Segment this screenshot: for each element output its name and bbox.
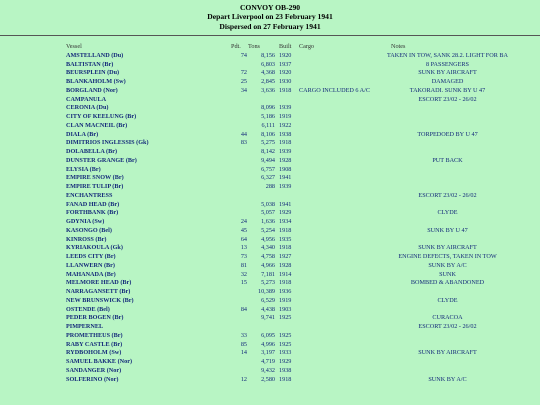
cell-notes: CLYDE [437, 296, 458, 304]
cell-vessel: BEURSPLEIN (Du) [66, 69, 120, 77]
cell-tons: 9,432 [261, 366, 275, 374]
cell-built: 1919 [279, 296, 292, 304]
table-row [0, 367, 525, 376]
table-row [0, 209, 525, 218]
table-body [0, 52, 525, 385]
cell-vessel: DUNSTER GRANGE (Br) [66, 156, 137, 164]
table-row [0, 253, 525, 262]
cell-cargo [299, 201, 370, 210]
cell-pdt: 34 [240, 86, 247, 94]
cell-tons: 5,254 [261, 226, 275, 234]
cell-tons [247, 192, 275, 201]
cell-tons: 3,197 [261, 349, 275, 357]
cell-cargo [299, 122, 370, 131]
cell-tons: 5,057 [261, 209, 275, 217]
cell-cargo [299, 61, 370, 70]
departure-line: Depart Liverpool on 23 February 1941 [207, 12, 333, 22]
cell-pdt: 13 [240, 244, 247, 252]
cell-notes: PUT BACK [432, 156, 463, 164]
table-row [0, 69, 525, 78]
cell-notes [370, 201, 525, 210]
cell-notes: SUNK [439, 270, 456, 278]
cell-cargo [299, 192, 370, 201]
cell-built: 1919 [279, 113, 292, 120]
cell-pdt: 74 [240, 51, 247, 59]
cell-built: 1930 [279, 78, 292, 85]
dispersal-line: Dispersed on 27 February 1941 [219, 21, 321, 31]
cell-vessel: KINROSS (Br) [66, 235, 107, 243]
cell-notes [370, 236, 525, 245]
cell-vessel: GDYNIA (Sw) [66, 218, 105, 225]
table-row [0, 288, 525, 297]
cell-pdt: 14 [240, 349, 247, 357]
cell-notes [370, 122, 525, 131]
cell-pdt: 45 [240, 226, 247, 234]
table-row [0, 166, 525, 175]
cell-cargo [299, 358, 370, 367]
cell-vessel: BORGLAND (Nor) [66, 86, 118, 94]
cell-notes [370, 341, 525, 350]
cell-built: 1929 [279, 209, 292, 217]
cell-pdt [231, 174, 247, 183]
cell-notes [370, 367, 525, 376]
cell-built: 1939 [279, 148, 292, 155]
cell-tons: 8,142 [261, 148, 275, 155]
cell-notes: 8 PASSENGERS [426, 60, 469, 68]
cell-notes [370, 166, 525, 175]
cell-tons: 8,106 [261, 130, 275, 138]
cell-tons: 2,580 [261, 375, 275, 383]
cell-tons [247, 96, 275, 105]
cell-vessel: ENCHANTRESS [66, 191, 113, 199]
cell-cargo [299, 288, 370, 297]
cell-vessel: RYDBOHOLM (Sw) [66, 349, 122, 357]
cell-notes [370, 113, 525, 122]
cell-pdt [231, 323, 247, 332]
cell-pdt: 25 [240, 78, 247, 85]
table-row [0, 96, 525, 105]
cell-tons: 2,845 [261, 78, 275, 85]
cell-cargo [299, 253, 370, 262]
header-divider [0, 35, 540, 36]
table-row [0, 131, 525, 140]
cell-tons: 5,273 [261, 279, 275, 287]
cell-notes: SUNK BY A/C [428, 261, 467, 269]
cell-pdt [231, 148, 247, 157]
cell-cargo [299, 113, 370, 122]
cell-cargo [299, 96, 370, 105]
cell-cargo [299, 314, 370, 323]
cell-built: 1925 [279, 331, 292, 339]
table-row [0, 201, 525, 210]
cell-vessel: OSTENDE (Bel) [66, 305, 110, 313]
cell-cargo [299, 306, 370, 315]
cell-tons: 5,038 [261, 200, 275, 208]
col-cargo: Cargo [299, 43, 315, 50]
cell-notes [370, 174, 525, 183]
cell-pdt: 73 [240, 253, 247, 260]
cell-vessel: PROMETHEUS (Br) [66, 331, 123, 339]
cell-notes: SUNK BY AIRCRAFT [418, 244, 477, 252]
cell-notes: ESCORT 23/02 - 26/02 [418, 191, 477, 199]
cell-vessel: SANDANGER (Nor) [66, 366, 122, 374]
cell-pdt [231, 166, 247, 175]
cell-tons: 3,636 [261, 86, 275, 94]
table-row [0, 183, 525, 192]
cell-built: 1927 [279, 253, 292, 260]
cell-tons [247, 323, 275, 332]
cell-cargo [299, 279, 370, 288]
cell-notes [370, 218, 525, 227]
cell-cargo [299, 166, 370, 175]
cell-tons: 7,181 [261, 270, 275, 278]
table-row [0, 323, 525, 332]
cell-pdt [231, 183, 247, 192]
cell-notes: SUNK BY AIRCRAFT [418, 349, 477, 357]
convoy-table [0, 43, 525, 384]
table-row [0, 349, 525, 358]
cell-vessel: DIMITRIOS INGLESSIS (Gk) [66, 139, 149, 147]
cell-cargo [299, 78, 370, 87]
cell-notes: ESCORT 23/02 - 26/02 [418, 323, 477, 330]
cell-pdt: 81 [240, 261, 247, 269]
cell-built: 1920 [279, 51, 292, 59]
cell-notes [370, 183, 525, 192]
cell-pdt: 84 [240, 305, 247, 313]
cell-pdt [231, 297, 247, 306]
table-header-row [0, 43, 525, 52]
cell-built: 1939 [279, 104, 292, 112]
cell-vessel: MELMORE HEAD (Br) [66, 279, 132, 287]
cell-built: 1925 [279, 314, 292, 322]
cell-cargo [299, 69, 370, 78]
table-row [0, 306, 525, 315]
table-row [0, 271, 525, 280]
cell-built: 1908 [279, 165, 292, 173]
cell-tons: 4,996 [261, 340, 275, 348]
cell-notes: SUNK BY AIRCRAFT [418, 69, 477, 77]
page-header [0, 0, 540, 31]
cell-pdt [231, 104, 247, 113]
table-row [0, 314, 525, 323]
cell-cargo: CARGO INCLUDED 6 A/C [299, 86, 370, 94]
table-row [0, 192, 525, 201]
cell-tons: 4,956 [261, 235, 275, 243]
cell-built: 1928 [279, 156, 292, 164]
cell-built: 1938 [279, 130, 292, 138]
cell-tons: 6,111 [261, 121, 275, 129]
cell-built: 1933 [279, 349, 292, 357]
cell-pdt: 33 [240, 331, 247, 339]
cell-vessel: FANAD HEAD (Br) [66, 200, 120, 208]
cell-tons: 4,719 [261, 358, 275, 365]
cell-vessel: NARRAGANSETT (Br) [66, 288, 131, 295]
cell-cargo [299, 209, 370, 218]
cell-tons: 1,636 [261, 218, 275, 225]
cell-notes [370, 139, 525, 148]
cell-cargo [299, 227, 370, 236]
cell-cargo [299, 218, 370, 227]
cell-vessel: CITY OF KEELUNG (Br) [66, 113, 137, 120]
cell-vessel: KASONGO (Bel) [66, 226, 112, 234]
cell-cargo [299, 323, 370, 332]
cell-vessel: PEDER BOGEN (Br) [66, 314, 124, 322]
cell-built: 1918 [279, 226, 292, 234]
cell-vessel: BLANKAHOLM (Sw) [66, 78, 126, 85]
cell-built: 1941 [279, 200, 292, 208]
cell-tons: 4,758 [261, 253, 275, 260]
cell-cargo [299, 244, 370, 253]
cell-tons: 10,389 [257, 288, 275, 295]
cell-pdt [231, 201, 247, 210]
table-row [0, 113, 525, 122]
page-title: CONVOY OB-290 [239, 3, 301, 12]
cell-tons: 8,096 [261, 104, 275, 112]
cell-tons: 4,368 [261, 69, 275, 77]
cell-vessel: FORTHBANK (Br) [66, 209, 119, 217]
cell-built: 1925 [279, 340, 292, 348]
table-row [0, 244, 525, 253]
cell-tons: 9,741 [261, 314, 275, 322]
cell-vessel: PIMPERNEL [66, 323, 104, 330]
cell-tons: 8,156 [261, 51, 275, 59]
cell-built: 1918 [279, 279, 292, 287]
cell-built: 1938 [279, 366, 292, 374]
cell-pdt: 32 [240, 270, 247, 278]
col-pdt: Pdt. [231, 43, 241, 50]
table-row [0, 157, 525, 166]
cell-vessel: LEEDS CITY (Br) [66, 253, 116, 260]
cell-built: 1929 [279, 358, 292, 365]
cell-notes: SUNK BY U 47 [427, 226, 468, 234]
col-tons: Tons [248, 43, 260, 50]
cell-notes: TORPEDOED BY U 47 [417, 130, 478, 138]
cell-pdt: 72 [240, 69, 247, 77]
table-row [0, 174, 525, 183]
cell-built: 1928 [279, 261, 292, 269]
cell-pdt [231, 61, 247, 70]
cell-built: 1914 [279, 270, 292, 278]
table-row [0, 87, 525, 96]
cell-cargo [299, 376, 370, 385]
cell-built: 1937 [279, 60, 292, 68]
cell-tons: 9,494 [261, 156, 275, 164]
cell-notes: SUNK BY A/C [428, 375, 467, 383]
cell-pdt: 44 [240, 130, 247, 138]
cell-built: 1918 [279, 86, 292, 94]
cell-pdt [231, 192, 247, 201]
cell-vessel: CLAN MACNEIL (Br) [66, 121, 128, 129]
cell-notes: TAKORADI. SUNK BY U 47 [409, 86, 486, 94]
cell-notes: ENGINE DEFECTS, TAKEN IN TOW [398, 253, 497, 260]
cell-built: 1920 [279, 69, 292, 77]
cell-pdt: 15 [240, 279, 247, 287]
table-row [0, 61, 525, 70]
cell-vessel: SOLFERINO (Nor) [66, 375, 119, 383]
table-row [0, 236, 525, 245]
table-row [0, 52, 525, 61]
cell-pdt [231, 288, 247, 297]
cell-tons: 6,803 [261, 60, 275, 68]
col-notes: Notes [391, 43, 406, 50]
cell-vessel: CERONIA (Du) [66, 104, 109, 112]
cell-tons: 5,275 [261, 139, 275, 147]
cell-notes: CLYDE [437, 209, 458, 217]
table-row [0, 297, 525, 306]
table-row [0, 148, 525, 157]
cell-cargo [299, 341, 370, 350]
cell-vessel: DOLABELLA (Br) [66, 148, 118, 155]
cell-notes: CURACOA [432, 314, 463, 322]
cell-vessel: BALTISTAN (Br) [66, 60, 114, 68]
cell-built [275, 96, 299, 105]
cell-cargo [299, 183, 370, 192]
cell-notes: BOMBED & ABANDONED [410, 279, 485, 287]
cell-tons: 4,966 [261, 261, 275, 269]
col-built: Built [279, 43, 292, 50]
cell-pdt: 24 [240, 218, 247, 225]
cell-notes: DAMAGED [431, 78, 464, 85]
cell-tons: 6,757 [261, 165, 275, 173]
cell-vessel: ELYSIA (Br) [66, 165, 101, 173]
cell-notes: TAKEN IN TOW, SANK 28.2. LIGHT FOR BA [387, 51, 508, 59]
table-row [0, 262, 525, 271]
cell-vessel: CAMPANULA [66, 95, 107, 103]
cell-cargo [299, 52, 370, 61]
table-row [0, 139, 525, 148]
cell-cargo [299, 174, 370, 183]
cell-notes [370, 148, 525, 157]
cell-pdt [231, 358, 247, 367]
col-vessel: Vessel [66, 43, 82, 50]
cell-cargo [299, 148, 370, 157]
cell-tons: 6,529 [261, 296, 275, 304]
cell-built: 1935 [279, 235, 292, 243]
table-row [0, 218, 525, 227]
cell-tons: 4,340 [261, 244, 275, 252]
table-row [0, 78, 525, 87]
cell-built: 1936 [279, 288, 292, 295]
cell-built: 1918 [279, 375, 292, 383]
table-row [0, 376, 525, 385]
table-row [0, 227, 525, 236]
cell-notes [370, 332, 525, 341]
cell-vessel: SAMUEL BAKKE (Nor) [66, 358, 133, 365]
cell-cargo [299, 367, 370, 376]
cell-pdt: 12 [240, 375, 247, 383]
table-row [0, 332, 525, 341]
cell-pdt: 85 [240, 340, 247, 348]
cell-built: 1903 [279, 305, 292, 313]
cell-vessel: RABY CASTLE (Br) [66, 340, 123, 348]
cell-cargo [299, 297, 370, 306]
cell-tons: 4,438 [261, 305, 275, 313]
cell-vessel: EMPIRE TULIP (Br) [66, 183, 124, 190]
cell-notes [370, 104, 525, 113]
cell-cargo [299, 157, 370, 166]
cell-cargo [299, 104, 370, 113]
cell-tons: 6,095 [261, 331, 275, 339]
cell-built [275, 323, 299, 332]
cell-pdt [231, 96, 247, 105]
cell-cargo [299, 131, 370, 140]
cell-vessel: AMSTELLAND (Du) [66, 51, 124, 59]
cell-built: 1918 [279, 244, 292, 252]
cell-pdt [231, 113, 247, 122]
cell-cargo [299, 262, 370, 271]
cell-built: 1941 [279, 174, 292, 182]
cell-cargo [299, 139, 370, 148]
cell-built: 1939 [279, 183, 292, 190]
cell-built [275, 192, 299, 201]
cell-vessel: NEW BRUNSWICK (Br) [66, 296, 134, 304]
table-row [0, 279, 525, 288]
cell-cargo [299, 271, 370, 280]
cell-cargo [299, 332, 370, 341]
cell-pdt [231, 157, 247, 166]
cell-cargo [299, 349, 370, 358]
cell-built: 1934 [279, 218, 292, 225]
cell-vessel: EMPIRE SNOW (Br) [66, 174, 124, 182]
cell-pdt [231, 367, 247, 376]
cell-vessel: MAHANADA (Br) [66, 270, 116, 278]
cell-cargo [299, 236, 370, 245]
cell-pdt [231, 314, 247, 323]
table-row [0, 358, 525, 367]
cell-tons: 5,186 [261, 113, 275, 120]
table-row [0, 122, 525, 131]
cell-built: 1918 [279, 139, 292, 147]
cell-vessel: LLANWERN (Br) [66, 261, 115, 269]
cell-vessel: KYRIAKOULA (Gk) [66, 244, 123, 252]
cell-notes: ESCORT 23/02 - 26/02 [418, 95, 477, 103]
cell-pdt: 64 [240, 235, 247, 243]
cell-notes [370, 288, 525, 297]
cell-built: 1922 [279, 121, 292, 129]
cell-pdt [231, 122, 247, 131]
cell-notes [370, 306, 525, 315]
cell-notes [370, 358, 525, 367]
cell-tons: 6,327 [261, 174, 275, 182]
cell-pdt: 83 [240, 139, 247, 147]
cell-tons: 288 [265, 183, 275, 190]
table-row [0, 341, 525, 350]
cell-vessel: DIALA (Br) [66, 130, 99, 138]
cell-pdt [231, 209, 247, 218]
table-row [0, 104, 525, 113]
